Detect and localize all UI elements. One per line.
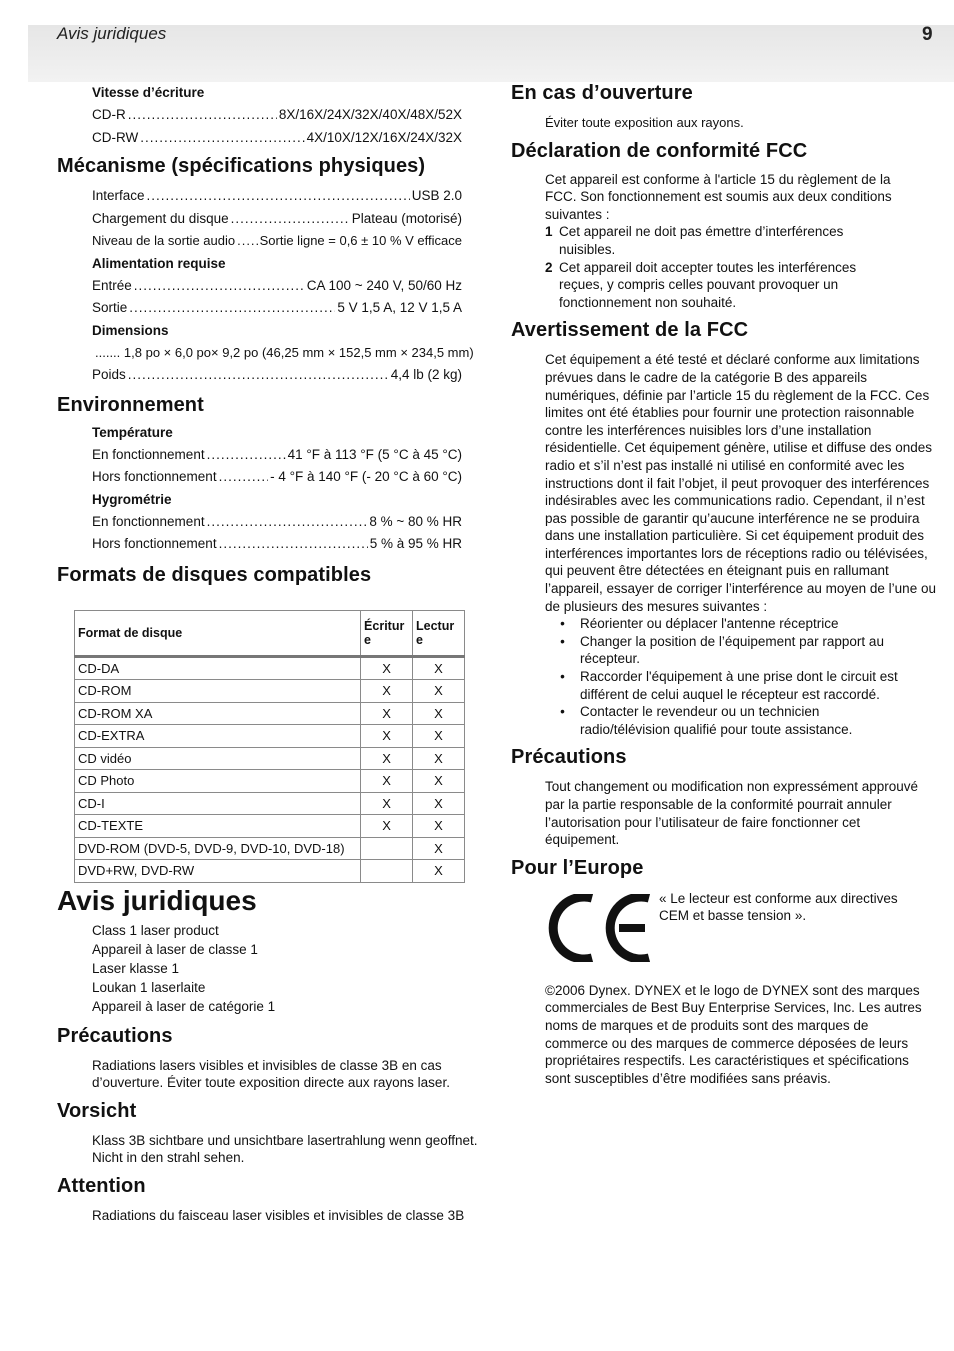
- table-cell-format: CD-ROM: [75, 680, 361, 703]
- table-cell-write: X: [361, 770, 413, 793]
- table-cell-format: CD-EXTRA: [75, 725, 361, 748]
- table-cell-read: X: [413, 815, 465, 838]
- table-row: [75, 656, 465, 680]
- spec-row: Niveau de la sortie audio ..... Sortie ligne = 0,6 ± 10 % V efficace: [92, 230, 462, 253]
- section-heading-precautions-left: Précautions: [57, 1024, 173, 1047]
- table-cell-read: X: [413, 680, 465, 703]
- table-cell-format: CD-ROM XA: [75, 702, 361, 725]
- section-heading-vorsicht: Vorsicht: [57, 1099, 137, 1122]
- list-item: 1 Cet appareil ne doit pas émettre d’interférences nuisibles.: [545, 224, 844, 257]
- table-cell-read: X: [413, 702, 465, 725]
- table-cell-format: CD-TEXTE: [75, 815, 361, 838]
- table-cell-format: DVD+RW, DVD-RW: [75, 860, 361, 883]
- spec-row: Hors fonctionnement ..... 5 % à 95 % HR: [92, 533, 462, 556]
- ce-block: [511, 890, 936, 982]
- legal-lines: [92, 921, 467, 1017]
- vorsicht-text: Klass 3B sichtbare und unsichtbare lasertrahlung wenn geoffnet. Nicht in den strahl sehen.: [92, 1132, 478, 1166]
- formats-table: [74, 610, 465, 883]
- section-heading-fcc-declaration: Déclaration de conformité FCC: [511, 139, 808, 162]
- section-heading-attention: Attention: [57, 1174, 146, 1197]
- list-item: • Raccorder l'équipement à une prise dont le circuit est différent de celui auquel le récepteur est raccordé.: [560, 669, 898, 702]
- dimensions-label: Dimensions: [92, 322, 169, 338]
- list-item: • Changer la position de l’équipement par rapport au récepteur.: [560, 633, 884, 667]
- spec-row: En fonctionnement ..... 41 °F à 113 °F (5 °C à 45 °C): [92, 444, 462, 467]
- list-item: 2 Cet appareil doit accepter toutes les interférences reçues, y compris celles pouvant provoquer un fonctionnement non souhaité.: [545, 259, 857, 310]
- spec-row: CD-RW ..... 4X/10X/12X/16X/24X/32X: [92, 127, 462, 150]
- write-speed-label: Vitesse d’écriture: [92, 85, 205, 100]
- fcc-declaration-text: Cet appareil est conforme à l'article 15 du règlement de la FCC. Son fonctionnement est soumis aux deux conditions suivantes :: [545, 171, 892, 222]
- table-cell-write: X: [361, 725, 413, 748]
- section-heading-legal: Avis juridiques: [57, 884, 257, 916]
- environment-block: [92, 422, 462, 556]
- legal-line: Loukan 1 laserlaite: [92, 980, 206, 996]
- section-heading-fcc-warning: Avertissement de la FCC: [511, 319, 749, 342]
- table-cell-format: CD Photo: [75, 770, 361, 793]
- ce-mark-icon: [545, 894, 653, 962]
- legal-line: Class 1 laser product: [92, 922, 219, 938]
- table-cell-write: X: [361, 792, 413, 815]
- spec-row: Entrée ..... CA 100 ~ 240 V, 50/60 Hz: [92, 275, 462, 298]
- table-row: [75, 815, 465, 838]
- section-heading-formats: Formats de disques compatibles: [57, 563, 372, 586]
- table-cell-read: X: [413, 747, 465, 770]
- table-header-row: [75, 610, 465, 656]
- spec-row: Hors fonctionnement ..... - 4 °F à 140 °F (- 20 °C à 60 °C): [92, 466, 462, 489]
- spec-row: En fonctionnement ..... 8 % ~ 80 % HR: [92, 511, 462, 534]
- list-item: • Réorienter ou déplacer l'antenne réceptrice: [560, 616, 839, 632]
- table-cell-write: X: [361, 815, 413, 838]
- formats-table-wrap: [74, 610, 467, 883]
- table-cell-read: X: [413, 725, 465, 748]
- precautions-right-text: Tout changement ou modification non expressément approuvé par la partie responsable de la conformité pourrait annuler l’autorisation pour l’utilisateur de faire fonctionner cet équipement.: [545, 779, 918, 848]
- table-cell-read: X: [413, 860, 465, 883]
- column-header: Écritur e: [361, 610, 413, 656]
- table-cell-write: X: [361, 702, 413, 725]
- section-heading-precautions-right: Précautions: [511, 746, 627, 769]
- table-cell-read: X: [413, 792, 465, 815]
- table-row: [75, 725, 465, 748]
- table-row: [75, 770, 465, 793]
- hygrometry-label: Hygrométrie: [92, 491, 172, 507]
- fcc-conditions-list: [545, 223, 900, 311]
- table-row: [75, 680, 465, 703]
- section-heading-opening: En cas d’ouverture: [511, 82, 693, 104]
- table-row: [75, 747, 465, 770]
- table-cell-format: CD-I: [75, 792, 361, 815]
- left-column: [57, 82, 478, 1224]
- spec-row: ....... 1,8 po × 6,0 po× 9,2 po (46,25 mm × 152,5 mm × 234,5 mm): [95, 344, 474, 360]
- section-heading-mechanism: Mécanisme (spécifications physiques): [57, 155, 426, 177]
- legal-line: Laser klasse 1: [92, 960, 180, 976]
- power-label: Alimentation requise: [92, 255, 226, 271]
- fcc-measures-list: [545, 615, 905, 738]
- copyright-text: ©2006 Dynex. DYNEX et le logo de DYNEX sont des marques commerciales de Best Buy Enterprise Services, Inc. Les autres noms de marques et de produits sont des marques de commerce ou des marques de commerce déposées de leurs propriétaires respectifs. Les caractéristiques et spécifications sont susceptibles d’être modifiées sans préavis.: [545, 982, 922, 1086]
- running-header-title: Avis juridiques: [57, 24, 167, 43]
- legal-line: Appareil à laser de catégorie 1: [92, 999, 276, 1015]
- spec-row: Chargement du disque ..... Plateau (motorisé): [92, 208, 462, 231]
- table-cell-write: X: [361, 680, 413, 703]
- write-speed-block: [92, 82, 462, 149]
- list-item: • Contacter le revendeur ou un technicien radio/télévision qualifié pour toute assistance.: [560, 704, 853, 737]
- section-heading-environment: Environnement: [57, 393, 204, 416]
- table-cell-write: [361, 860, 413, 883]
- temperature-label: Température: [92, 424, 173, 440]
- table-cell-read: X: [413, 770, 465, 793]
- spec-row: Poids ..... 4,4 lb (2 kg): [92, 364, 462, 387]
- opening-text: Éviter toute exposition aux rayons.: [545, 115, 744, 130]
- table-cell-format: DVD-ROM (DVD-5, DVD-9, DVD-10, DVD-18): [75, 837, 361, 860]
- table-cell-format: CD vidéo: [75, 747, 361, 770]
- table-cell-read: X: [413, 837, 465, 860]
- precautions-left-text: Radiations lasers visibles et invisibles de classe 3B en cas d’ouverture. Éviter toute exposition directe aux rayons laser.: [92, 1057, 450, 1091]
- spec-row: Interface ..... USB 2.0: [92, 185, 462, 208]
- ce-text: « Le lecteur est conforme aux directives CEM et basse tension ».: [659, 890, 898, 924]
- table-row: [75, 837, 465, 860]
- attention-text: Radiations du faisceau laser visibles et invisibles de classe 3B: [92, 1207, 465, 1223]
- table-cell-read: X: [413, 656, 465, 680]
- fcc-warning-text: Cet équipement a été testé et déclaré conforme aux limitations prévues dans le cadre de la catégorie B des appareils numériques, définie par l’article 15 du règlement de la FCC. Ces limites ont été établies pour fournir une protection raisonnable contre les interférences nuisibles lors d’une installation résidentielle. Cet équipement génère, utilise et diffuse des ondes radio et s’il n’est pas installé ni utilisé en conformité avec les instructions dont il fait l’objet, il peut provoquer des interférences indésirables avec les communications radio. Cependant, il n’est pas possible de garantir qu’aucune interférence ne se produira dans une installation particulière. Si cet équipement produit des interférences importantes lors de réceptions radio ou télévisées, qui peuvent être détectées en éteignant puis en rallumant l’appareil, essayer de corriger l’interférence au moyen de l’une ou de plusieurs des mesures suivantes :: [545, 352, 936, 614]
- table-row: [75, 702, 465, 725]
- table-row: [75, 792, 465, 815]
- formats-table-body: [75, 656, 465, 882]
- spec-row: CD-R ..... 8X/16X/24X/32X/40X/48X/52X: [92, 104, 462, 127]
- legal-line: Appareil à laser de classe 1: [92, 941, 258, 957]
- table-cell-write: X: [361, 656, 413, 680]
- column-header: Format de disque: [75, 610, 361, 656]
- table-row: [75, 860, 465, 883]
- header-band: [28, 25, 954, 82]
- table-cell-write: [361, 837, 413, 860]
- right-column: [511, 82, 936, 1087]
- table-cell-write: X: [361, 747, 413, 770]
- section-heading-europe: Pour l’Europe: [511, 856, 644, 879]
- page-number: 9: [922, 24, 933, 45]
- column-header: Lectur e: [413, 610, 465, 656]
- spec-row: Sortie ..... 5 V 1,5 A, 12 V 1,5 A: [92, 297, 462, 320]
- table-cell-format: CD-DA: [75, 656, 361, 680]
- mechanism-block: [92, 185, 474, 387]
